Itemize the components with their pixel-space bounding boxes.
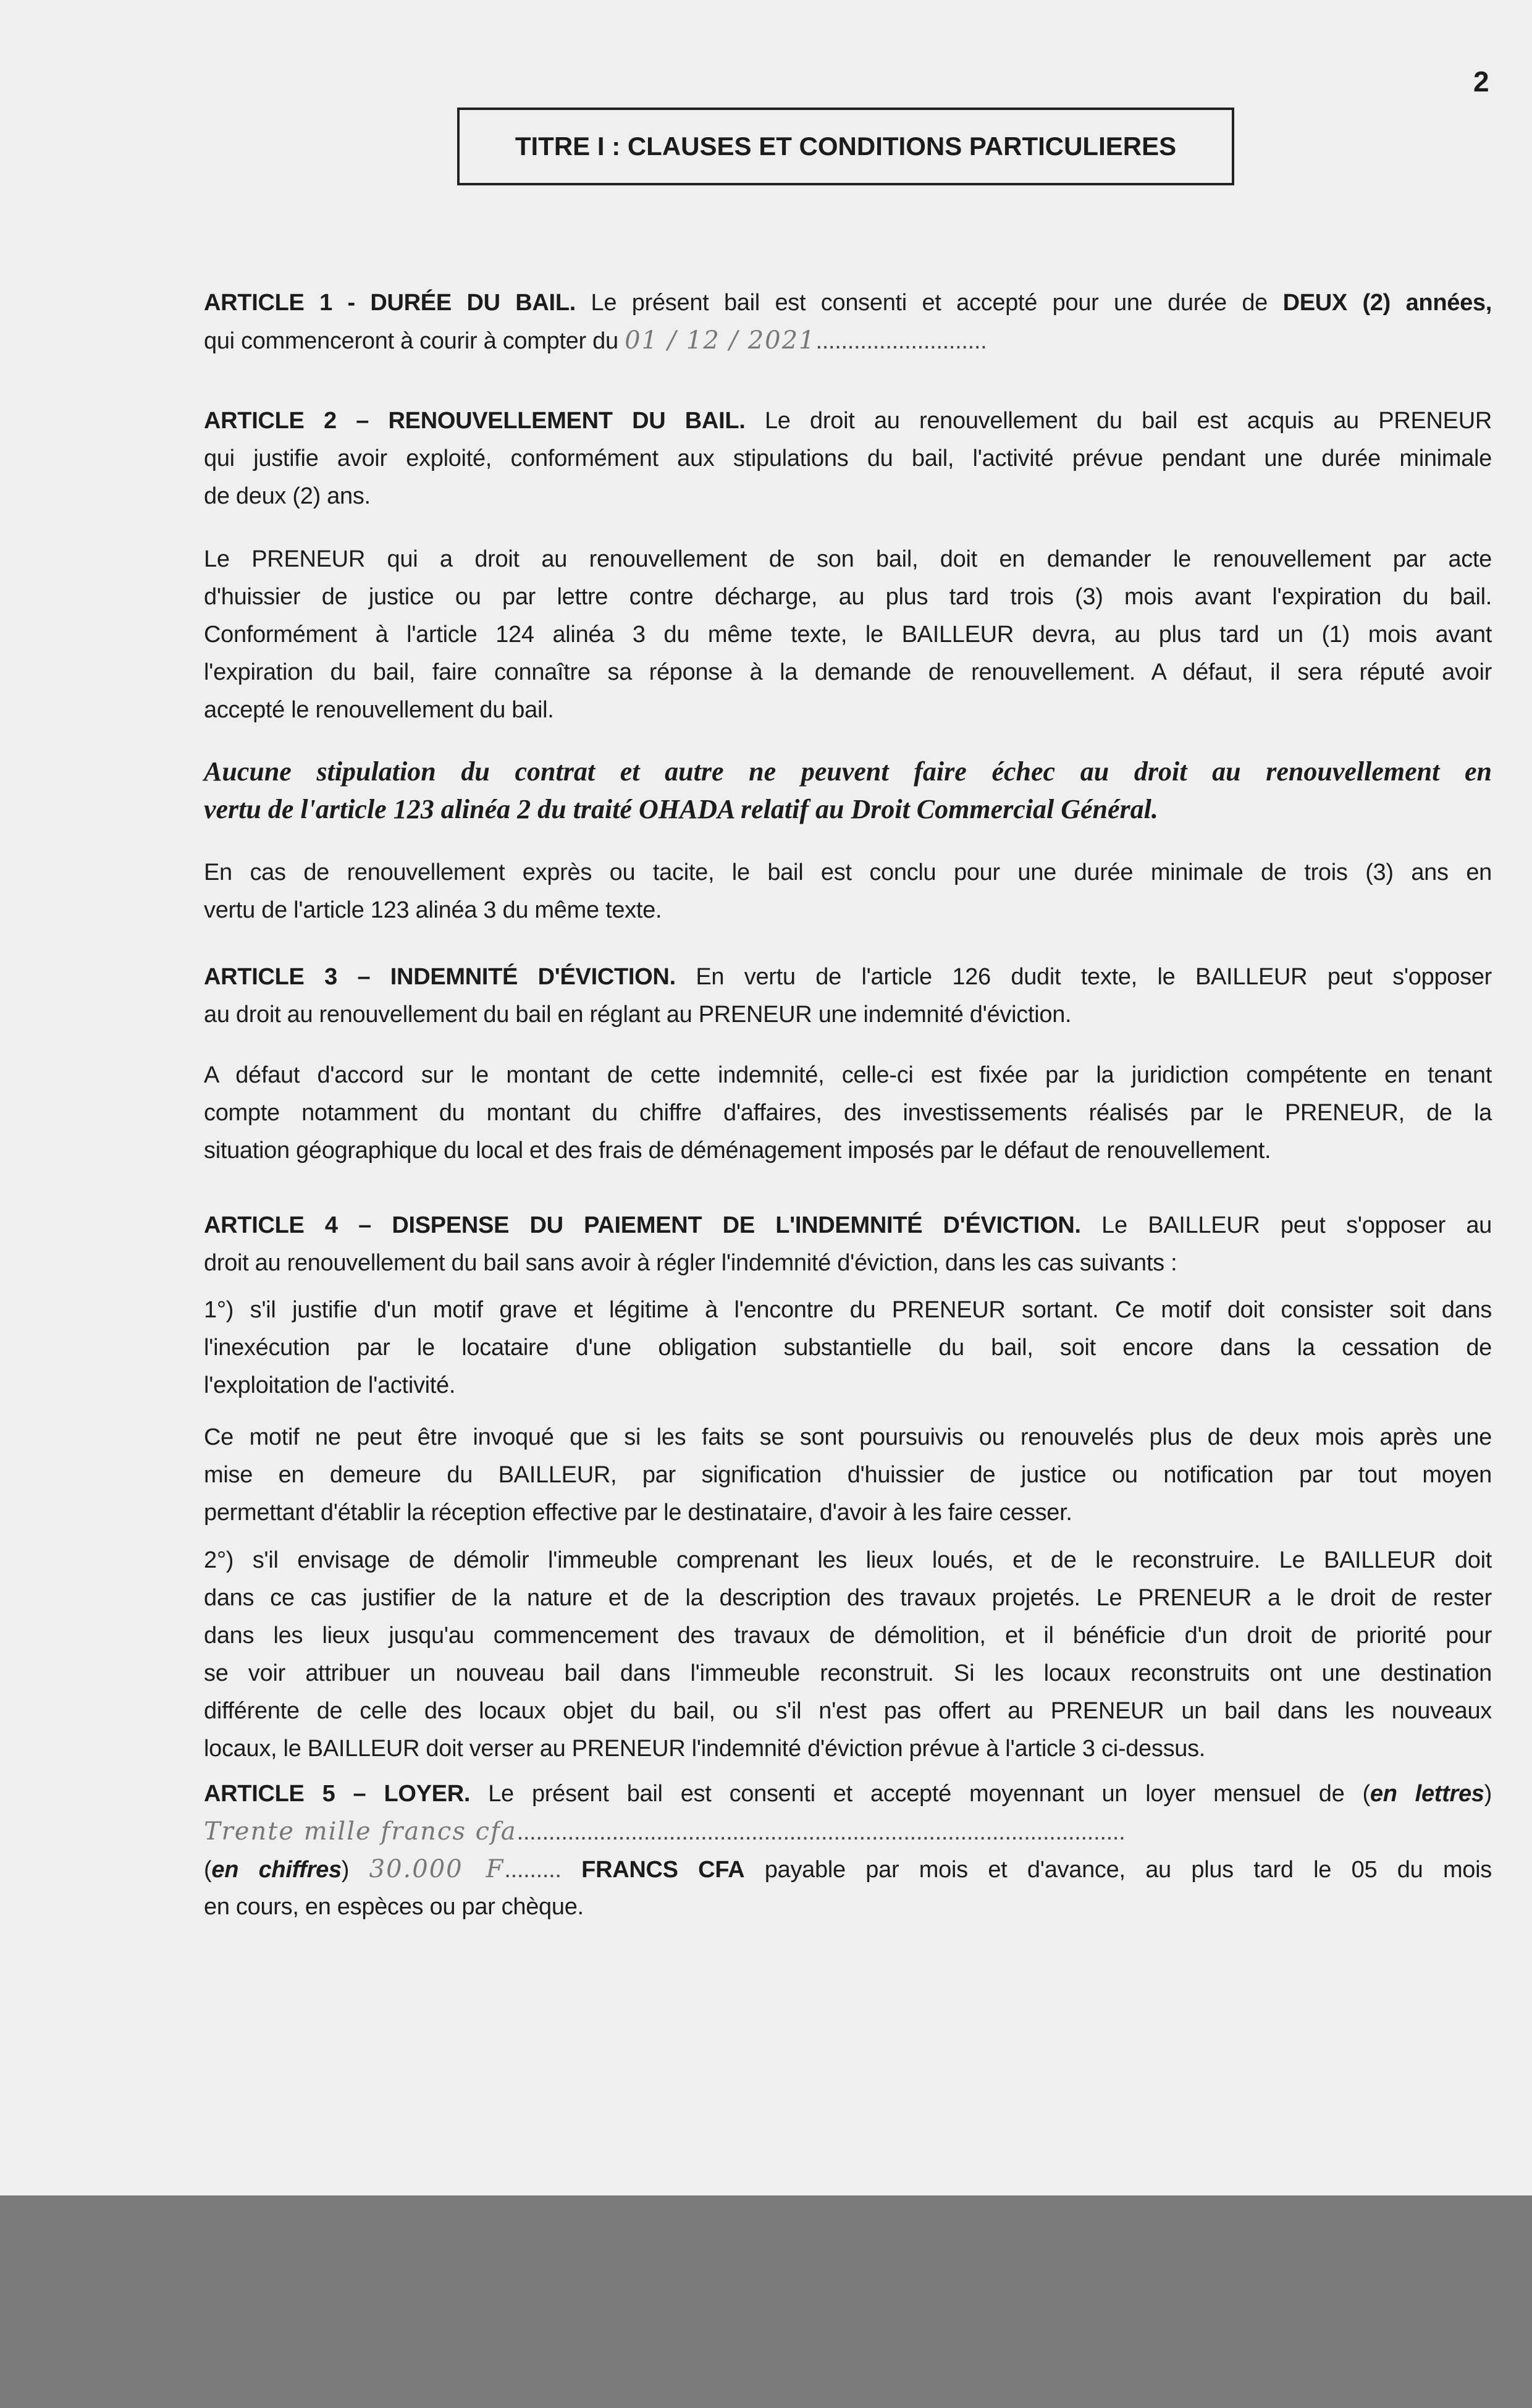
text: Le présent bail est consenti et accepté moyennant un loyer mensuel de ( <box>488 1781 1370 1807</box>
article-3 <box>204 958 1492 1034</box>
label-en-lettres: en lettres <box>1370 1781 1484 1807</box>
text-line: En cas de renouvellement exprès ou tacite, le bail est conclu pour une durée minimale de trois (3) ans en <box>204 860 1492 885</box>
text: Le présent bail est consenti et accepté pour une durée de <box>591 290 1268 316</box>
text-line: 2°) s'il envisage de démolir l'immeuble comprenant les lieux loués, et de le reconstruire. Le BAILLEUR doit <box>204 1547 1492 1573</box>
text-line: se voir attribuer un nouveau bail dans l'immeuble reconstruit. Si les locaux reconstruits ont une destination <box>204 1660 1492 1686</box>
paragraph <box>204 1291 1492 1405</box>
text-line: Le PRENEUR qui a droit au renouvellement de son bail, doit en demander le renouvellement par acte <box>204 546 1492 572</box>
italic-clause <box>204 753 1492 828</box>
text: Le droit au renouvellement du bail est acquis au PRENEUR <box>764 408 1492 434</box>
article-heading: ARTICLE 1 - DURÉE DU BAIL. <box>204 290 576 316</box>
article-5: ARTICLE 5 – LOYER. Le présent bail est consenti et accepté moyennant un loyer mensuel de (en lettres) Trente mille francs cfa................................................................................................ (en chiffres) 30.000 F......... FRANCS CFA payable par mois et d'avance, au plus tard le 05 du mois en cours, en espèces ou par chèque. <box>204 1775 1492 1926</box>
text-line: compte notamment du montant du chiffre d'affaires, des investissements réalisés par le PRENEUR, de la <box>204 1100 1492 1126</box>
article-4 <box>204 1207 1492 1282</box>
duration-text: DEUX (2) années, <box>1282 290 1492 316</box>
text-line: accepté le renouvellement du bail. <box>204 697 554 723</box>
text-line: Conformément à l'article 124 alinéa 3 du même texte, le BAILLEUR devra, au plus tard un (1) mois avant <box>204 622 1492 648</box>
rent-amount-figures-handwritten: 30.000 F <box>369 1855 505 1883</box>
text-line: droit au renouvellement du bail sans avoir à régler l'indemnité d'éviction, dans les cas suivants : <box>204 1250 1177 1276</box>
currency-text: FRANCS CFA <box>581 1857 745 1883</box>
text: ) <box>1484 1781 1492 1807</box>
text-line: A défaut d'accord sur le montant de cette indemnité, celle-ci est fixée par la juridiction compétente en tenant <box>204 1062 1492 1088</box>
dotted-line: ................................................................................................ <box>516 1819 1126 1845</box>
paragraph <box>204 1057 1492 1170</box>
paragraph <box>204 1419 1492 1532</box>
text: En vertu de l'article 126 dudit texte, le BAILLEUR peut s'opposer <box>696 964 1492 990</box>
page-number: 2 <box>1473 65 1489 98</box>
dotted-line: ........................... <box>815 328 987 354</box>
text-line: l'expiration du bail, faire connaître sa réponse à la demande de renouvellement. A défaut, il sera réputé avoir <box>204 659 1492 685</box>
dotted-line: ......... <box>504 1857 562 1883</box>
article-heading: ARTICLE 2 – RENOUVELLEMENT DU BAIL. <box>204 408 746 434</box>
text: qui justifie avoir exploité, conformément aux stipulations du bail, l'activité prévue pendant une durée minimale <box>204 446 1492 471</box>
section-title-box <box>457 108 1234 185</box>
start-date-handwritten: 01 / 12 / 2021 <box>625 326 816 355</box>
article-heading: ARTICLE 4 – DISPENSE DU PAIEMENT DE L'INDEMNITÉ D'ÉVICTION. <box>204 1212 1081 1238</box>
article-heading: ARTICLE 3 – INDEMNITÉ D'ÉVICTION. <box>204 964 676 990</box>
section-title: TITRE I : CLAUSES ET CONDITIONS PARTICULIERES <box>515 132 1177 161</box>
text-line: Ce motif ne peut être invoqué que si les faits se sont poursuivis ou renouvelés plus de deux mois après une <box>204 1424 1492 1450</box>
text-line: permettant d'établir la réception effective par le destinataire, d'avoir à les faire cesser. <box>204 1500 1072 1526</box>
label-en-chiffres: en chiffres <box>211 1857 342 1883</box>
text-line: mise en demeure du BAILLEUR, par signification d'huissier de justice ou notification par tout moyen <box>204 1462 1492 1488</box>
text: qui commenceront à courir à compter du <box>204 328 618 354</box>
article-heading: ARTICLE 5 – LOYER. <box>204 1781 471 1807</box>
text-line: l'inexécution par le locataire d'une obligation substantielle du bail, soit encore dans la cessation de <box>204 1335 1492 1361</box>
text-line: différente de celle des locaux objet du bail, ou s'il n'est pas offert au PRENEUR un bail dans les nouveaux <box>204 1698 1492 1724</box>
text-line: dans les lieux jusqu'au commencement des travaux de démolition, et il bénéficie d'un droit de priorité pour <box>204 1623 1492 1649</box>
text-line: vertu de l'article 123 alinéa 3 du même texte. <box>204 897 662 923</box>
text-line: 1°) s'il justifie d'un motif grave et légitime à l'encontre du PRENEUR sortant. Ce motif doit consister soit dans <box>204 1297 1492 1323</box>
paragraph <box>204 541 1492 729</box>
text-line: au droit au renouvellement du bail en réglant au PRENEUR une indemnité d'éviction. <box>204 1002 1072 1028</box>
rent-amount-words-handwritten: Trente mille francs cfa <box>204 1817 517 1846</box>
text-line: en cours, en espèces ou par chèque. <box>204 1894 584 1920</box>
text: Le BAILLEUR peut s'opposer au <box>1101 1212 1492 1238</box>
text-line: l'exploitation de l'activité. <box>204 1372 456 1398</box>
text: de deux (2) ans. <box>204 483 371 509</box>
text-line: locaux, le BAILLEUR doit verser au PRENEUR l'indemnité d'éviction prévue à l'article 3 ci-dessus. <box>204 1736 1206 1762</box>
paragraph <box>204 1542 1492 1768</box>
paragraph <box>204 854 1492 929</box>
text: payable par mois et d'avance, au plus tard le 05 du mois <box>764 1857 1492 1883</box>
article-1 <box>204 284 1492 360</box>
text-line: d'huissier de justice ou par lettre contre décharge, au plus tard trois (3) mois avant l'expiration du bail. <box>204 584 1492 610</box>
article-2 <box>204 402 1492 515</box>
text-line: situation géographique du local et des frais de déménagement imposés par le défaut de renouvellement. <box>204 1138 1271 1164</box>
text-line: dans ce cas justifier de la nature et de la description des travaux projetés. Le PRENEUR a le droit de rester <box>204 1585 1492 1611</box>
text-line: Aucune stipulation du contrat et autre ne peuvent faire échec au droit au renouvellement en <box>204 756 1492 787</box>
text-line: vertu de l'article 123 alinéa 2 du traité OHADA relatif au Droit Commercial Général. <box>204 794 1158 824</box>
